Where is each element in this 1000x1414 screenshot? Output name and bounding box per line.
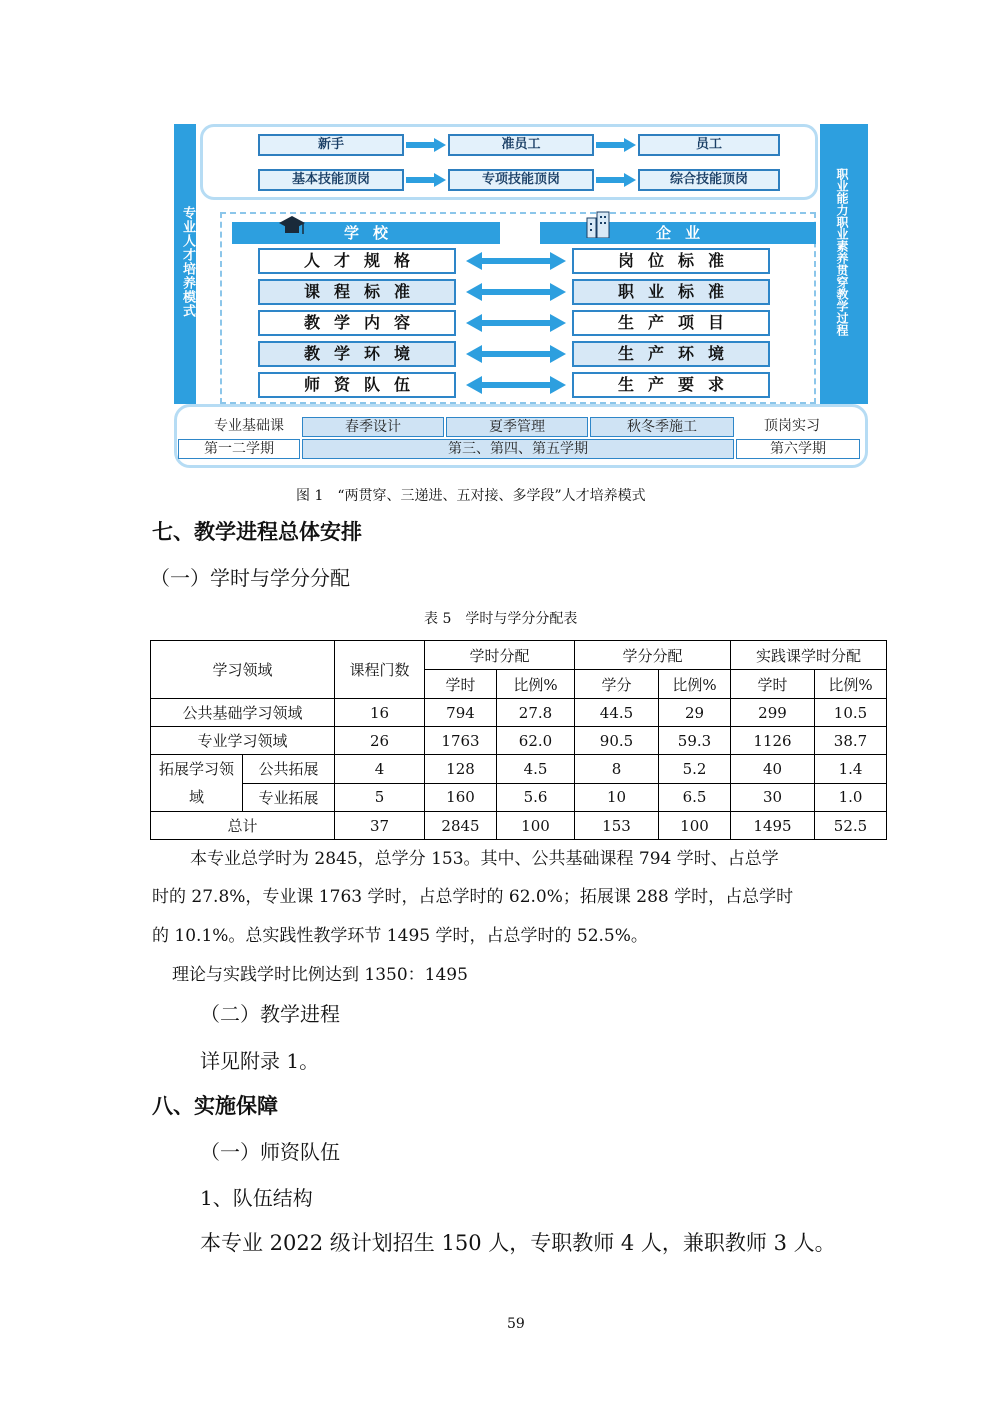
summary-line-2: 时的 27.8%，专业课 1763 学时，占总学时的 62.0%；拓展课 288 学时，占总学时 (152, 887, 794, 907)
enterprise-header: 企业 (540, 222, 816, 244)
enterprise-item-1: 岗位标准 (572, 248, 770, 274)
link-arrow-3 (466, 314, 566, 332)
cell: 59.3 (659, 727, 731, 755)
page-number: 59 (507, 1316, 525, 1332)
row-name: 专业学习领域 (151, 727, 335, 755)
skill-arrow-2 (596, 173, 636, 187)
cell: 26 (335, 727, 425, 755)
table-row (151, 783, 887, 812)
cell: 5 (335, 783, 425, 812)
talent-model-figure (174, 124, 869, 469)
cell: 4 (335, 755, 425, 784)
cell: 29 (659, 699, 731, 727)
cell: 37 (335, 812, 425, 840)
figure-caption: 图 1 “两贯穿、三递进、五对接、多学段”人才培养模式 (296, 488, 646, 504)
term-autumn-winter: 秋冬季施工 (590, 417, 734, 437)
term-base-course: 专业基础课 (214, 418, 284, 434)
section-8-heading: 八、实施保障 (152, 1094, 278, 1118)
section-7-sub-2: （二）教学进程 (200, 1002, 340, 1026)
cell: 40 (731, 755, 815, 784)
semester-1-2: 第一二学期 (178, 439, 300, 459)
section-8-sub-1: （一）师资队伍 (200, 1140, 340, 1164)
cell: 27.8 (497, 699, 575, 727)
cell: 100 (497, 812, 575, 840)
semester-3-5: 第三、第四、第五学期 (302, 439, 734, 459)
cell: 30 (731, 783, 815, 812)
th-sub-ratio2: 比例% (659, 670, 731, 699)
summary-line-3: 的 10.1%。总实践性教学环节 1495 学时，占总学时的 52.5%。 (152, 926, 648, 946)
cell: 128 (425, 755, 497, 784)
th-sub-ratio: 比例% (497, 670, 575, 699)
th-credits: 学分分配 (575, 641, 731, 670)
cell: 38.7 (815, 727, 887, 755)
table-row (151, 727, 887, 755)
th-practice: 实践课学时分配 (731, 641, 887, 670)
term-summer: 夏季管理 (446, 417, 588, 437)
cell: 44.5 (575, 699, 659, 727)
cell: 90.5 (575, 727, 659, 755)
link-arrow-4 (466, 345, 566, 363)
row-name: 公共拓展 (243, 755, 335, 784)
stage-arrow-1 (406, 138, 446, 152)
th-sub-credit: 学分 (575, 670, 659, 699)
cell: 299 (731, 699, 815, 727)
school-header: 学校 (232, 222, 500, 244)
stage-box-3: 员工 (638, 134, 780, 156)
cell: 1495 (731, 812, 815, 840)
th-sub-ratio3: 比例% (815, 670, 887, 699)
row-name: 总计 (151, 812, 335, 840)
link-arrow-1 (466, 252, 566, 270)
th-sub-hours: 学时 (425, 670, 497, 699)
school-item-1: 人才规格 (258, 248, 456, 274)
cell: 8 (575, 755, 659, 784)
credit-hours-table (150, 640, 887, 840)
left-bar-label: 专业人才培养模式 (180, 206, 195, 318)
cell: 5.2 (659, 755, 731, 784)
enterprise-item-5: 生产要求 (572, 372, 770, 398)
cell: 153 (575, 812, 659, 840)
cell: 2845 (425, 812, 497, 840)
right-bar-label: 职业能力职业素养贯穿教学过程 (835, 168, 849, 336)
th-area: 学习领域 (151, 641, 335, 699)
table-row (151, 755, 887, 784)
table-row-total (151, 812, 887, 840)
school-item-4: 教学环境 (258, 341, 456, 367)
cell: 1763 (425, 727, 497, 755)
term-spring: 春季设计 (302, 417, 444, 437)
semester-6: 第六学期 (736, 439, 860, 459)
school-item-2: 课程标准 (258, 279, 456, 305)
section-8-sub-1-1: 1、队伍结构 (200, 1186, 313, 1210)
school-item-3: 教学内容 (258, 310, 456, 336)
row-group: 拓展学习领域 (151, 755, 243, 812)
th-courses: 课程门数 (335, 641, 425, 699)
cell: 1.4 (815, 755, 887, 784)
enterprise-item-2: 职业标准 (572, 279, 770, 305)
section-7-sub-1: （一）学时与学分分配 (150, 566, 350, 590)
cell: 1126 (731, 727, 815, 755)
cell: 1.0 (815, 783, 887, 812)
mortarboard-icon (278, 214, 306, 240)
ratio-line: 理论与实践学时比例达到 1350：1495 (172, 965, 468, 985)
cell: 62.0 (497, 727, 575, 755)
cell: 794 (425, 699, 497, 727)
cell: 160 (425, 783, 497, 812)
summary-line-1: 本专业总学时为 2845，总学分 153。其中、公共基础课程 794 学时、占总学 (190, 849, 779, 869)
th-hours: 学时分配 (425, 641, 575, 670)
table-title: 表 5 学时与学分分配表 (424, 611, 578, 627)
appendix-note: 详见附录 1。 (200, 1049, 320, 1073)
row-name: 专业拓展 (243, 783, 335, 812)
cell: 16 (335, 699, 425, 727)
cell: 4.5 (497, 755, 575, 784)
skill-box-1: 基本技能顶岗 (258, 169, 404, 191)
skill-arrow-1 (406, 173, 446, 187)
school-item-5: 师资队伍 (258, 372, 456, 398)
skill-box-3: 综合技能顶岗 (638, 169, 780, 191)
link-arrow-2 (466, 283, 566, 301)
cell: 100 (659, 812, 731, 840)
table-row (151, 699, 887, 727)
stage-box-2: 准员工 (448, 134, 594, 156)
cell: 10 (575, 783, 659, 812)
staff-paragraph: 本专业 2022 级计划招生 150 人，专职教师 4 人，兼职教师 3 人。 (200, 1231, 836, 1255)
stage-arrow-2 (596, 138, 636, 152)
stage-box-1: 新手 (258, 134, 404, 156)
cell: 52.5 (815, 812, 887, 840)
enterprise-item-3: 生产项目 (572, 310, 770, 336)
link-arrow-5 (466, 376, 566, 394)
th-sub-phours: 学时 (731, 670, 815, 699)
skill-box-2: 专项技能顶岗 (448, 169, 594, 191)
row-name: 公共基础学习领域 (151, 699, 335, 727)
enterprise-item-4: 生产环境 (572, 341, 770, 367)
cell: 6.5 (659, 783, 731, 812)
term-internship: 顶岗实习 (764, 418, 820, 434)
cell: 5.6 (497, 783, 575, 812)
building-icon (584, 210, 612, 238)
section-7-heading: 七、教学进程总体安排 (152, 520, 362, 544)
cell: 10.5 (815, 699, 887, 727)
